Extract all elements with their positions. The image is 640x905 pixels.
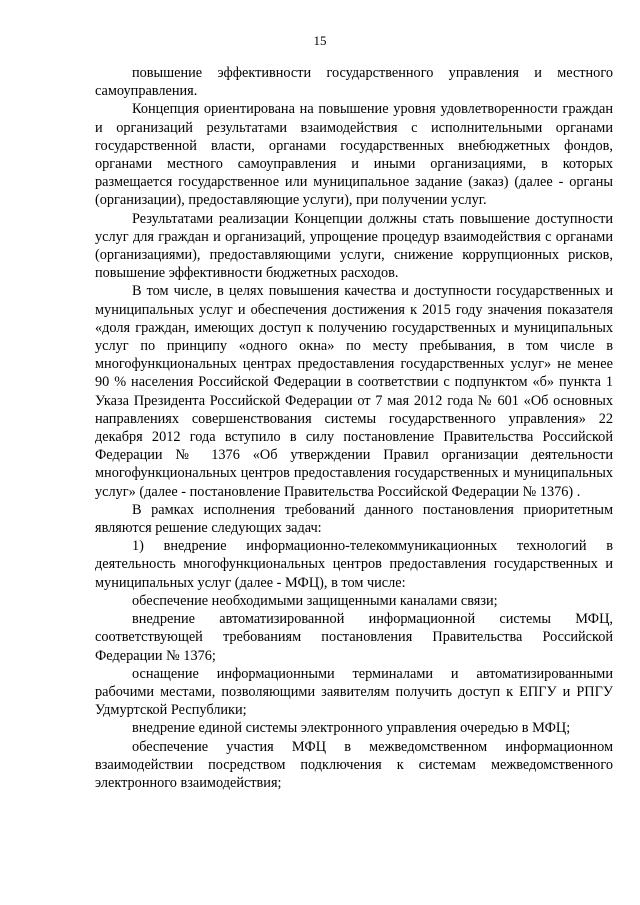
page-number: 15 [313, 33, 327, 48]
paragraph-9: оснащение информационными терминалами и автоматизированными рабочими местами, позволяющими заявителям получить доступ к ЕПГУ и РПГУ Удмуртской Республики; [95, 665, 613, 719]
paragraph-4: В том числе, в целях повышения качества и доступности государственных и муниципальных услуг и обеспечения достижения к 2015 году значения показателя «доля граждан, имеющих доступ к получению государственных и муниципальных услуг по принципу «одного окна» по месту пребывания, в том числе в многофункциональных центрах предоставления государственных услуг» не менее 90 % населения Российской Федерации в соответствии с подпунктом «б» пункта 1 Указа Президента Российской Федерации от 7 мая 2012 года № 601 «Об основных направлениях совершенствования системы государственного управления» 22 декабря 2012 года вступило в силу постановление Правительства Российской Федерации № 1376 «Об утверждении Правил организации деятельности многофункциональных центров предоставления государственных и муниципальных услуг» (далее - постановление Правительства Российской Федерации № 1376) . [95, 283, 613, 500]
paragraph-7: обеспечение необходимыми защищенными каналами связи; [132, 592, 498, 609]
document-body [95, 64, 613, 792]
paragraph-6: 1) внедрение информационно-телекоммуникационных технологий в деятельность многофункциональных центров предоставления государственных и муниципальных услуг (далее - МФЦ), в том числе: [95, 538, 613, 591]
paragraph-3: Результатами реализации Концепции должны стать повышение доступности услуг для граждан и организаций, упрощение процедур взаимодействия с органами (организациями), предоставляющими услуги, снижение коррупционных рисков, повышение эффективности бюджетных расходов. [95, 210, 613, 282]
paragraph-8: внедрение автоматизированной информационной системы МФЦ, соответствующей требованиям постановления Правительства Российской Федерации № 1376; [95, 611, 613, 664]
paragraph-1: повышение эффективности государственного управления и местного самоуправления. [95, 65, 613, 100]
paragraph-5: В рамках исполнения требований данного постановления приоритетным являются решение следующих задач: [95, 501, 613, 537]
paragraph-11: обеспечение участия МФЦ в межведомственном информационном взаимодействии посредством подключения к системам межведомственного электронного взаимодействия; [95, 738, 613, 791]
paragraph-2: Концепция ориентирована на повышение уровня удовлетворенности граждан и организаций результатами взаимодействия с исполнительными органами государственной власти, органами государственных внебюджетных фондов, органами местного самоуправления и иными организациями, в которых размещается государственное или муниципальное задание (заказ) (далее - органы (организации), предоставляющие услуги), при получении услуг. [95, 101, 613, 209]
paragraph-10: внедрение единой системы электронного управления очередью в МФЦ; [132, 720, 571, 737]
